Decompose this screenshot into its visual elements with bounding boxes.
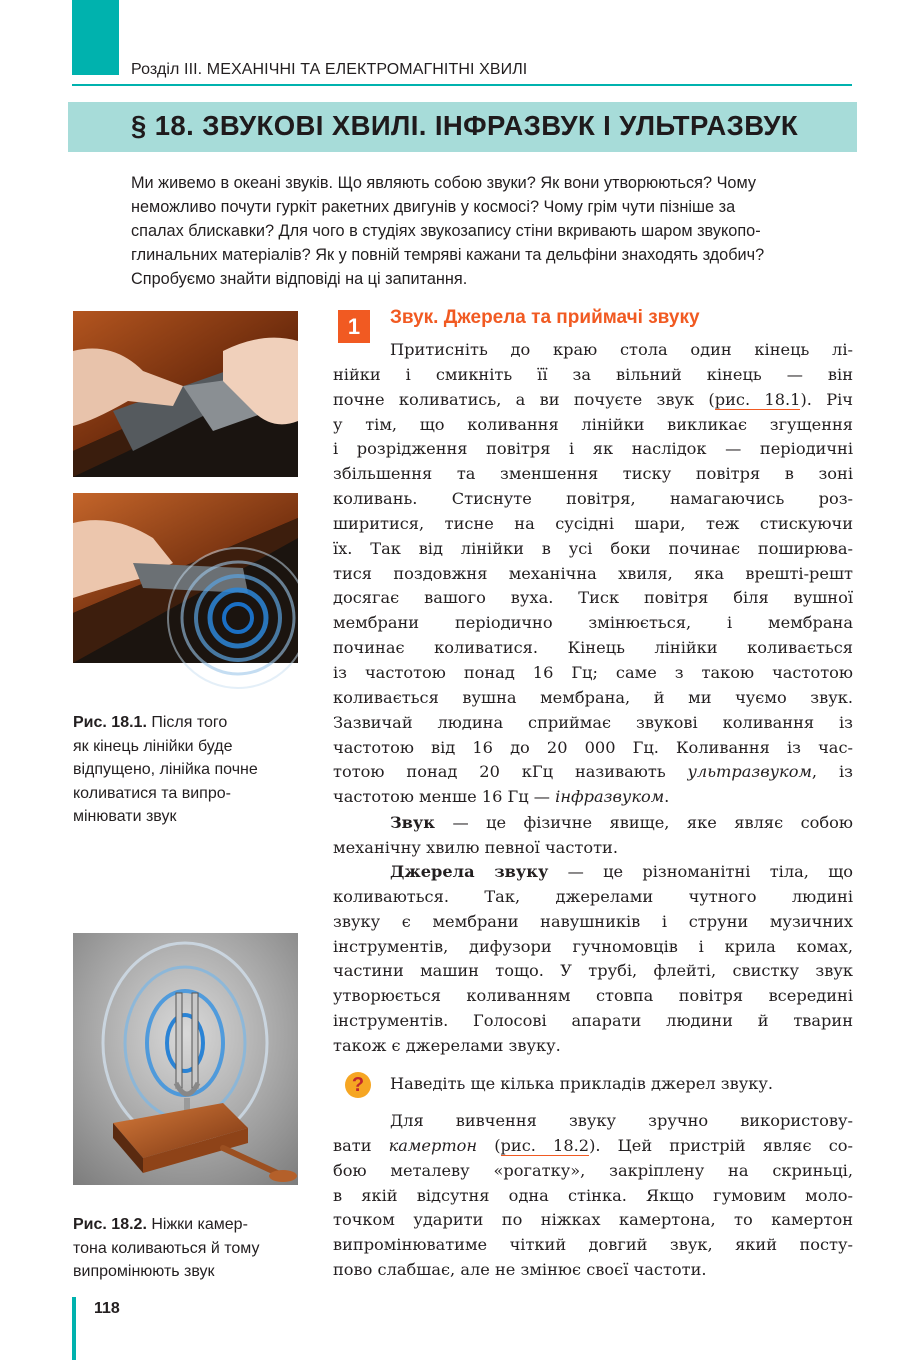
text-fragment: вати (333, 1135, 389, 1155)
intro-line: спалах блискавки? Для чого в студіях звукозапису стіни вкривають шаром звукопо- (131, 222, 761, 240)
page-number-bar (72, 1297, 76, 1360)
figure-18-2-caption (73, 1213, 259, 1284)
text-line: частини машин тощо. У трубі, флейті, свистку звук (333, 961, 853, 981)
text-line: коливань. Стиснуте повітря, намагаючись роз- (333, 489, 853, 509)
term-tuning-fork: камертон (388, 1135, 478, 1155)
page-number: 118 (94, 1300, 120, 1317)
text-fragment: — це різноманітні тіла, що (548, 862, 854, 881)
text-line: випромінюватиме чіткий довгий звук, який посту- (333, 1235, 853, 1255)
definition-sound (333, 811, 853, 861)
caption-line: мінювати звук (73, 808, 177, 825)
text-line: збільшення та зменшення тиску повітря в зоні (333, 464, 853, 484)
term-infrasound: інфразвуком (555, 787, 665, 807)
question-text: Наведіть ще кілька прикладів джерел звуку. (390, 1074, 774, 1093)
subsection-title: Звук. Джерела та приймачі звуку (390, 307, 700, 328)
text-line: в якій відсутня одна стінка. Якщо гумовим моло- (333, 1185, 853, 1205)
caption-line: відпущено, лінійка почне (73, 761, 258, 778)
term-ultrasound: ультразвуком (687, 762, 812, 782)
text-line: пово слабшає, але не змінює своєї частоти. (333, 1260, 707, 1280)
question-prompt (390, 1072, 860, 1097)
term-sound-sources: Джерела звуку (390, 862, 549, 881)
caption-text: Після того (146, 714, 228, 731)
text-line: точком ударити по ніжках камертона, то камертон (333, 1210, 853, 1230)
text-line: у тім, що коливання лінійки викликає згущення (333, 414, 853, 434)
ruler-photo-1 (73, 311, 298, 477)
text-line: коливається вушна мембрана, й ми чуємо звук. (333, 687, 853, 707)
section-title: § 18. ЗВУКОВІ ХВИЛІ. ІНФРАЗВУК І УЛЬТРАЗВУК (131, 110, 799, 141)
text-fragment: ). Річ (800, 389, 853, 409)
text-line: тися поздовжня механічна хвиля, яка врешті-решт (333, 563, 853, 583)
text-fragment: частотою менше 16 Гц — (333, 787, 556, 807)
text-fragment: ( (477, 1135, 501, 1155)
question-icon: ? (345, 1072, 371, 1098)
paragraph-tuning-fork (333, 1109, 853, 1283)
figure-reference-link[interactable]: рис. 18.2 (500, 1135, 590, 1155)
text-fragment: . (664, 787, 670, 807)
text-line: звуку є мембрани навушників і струни музичних (333, 911, 853, 931)
text-line: механічну хвилю певної частоти. (333, 837, 618, 857)
text-line: мембрани періодично змінюється, і мембрана (333, 613, 853, 633)
intro-line: Ми живемо в океані звуків. Що являють собою звуки? Як вони утворюються? Чому (131, 174, 756, 192)
caption-line: випромінюють звук (73, 1263, 215, 1280)
text-line: їх. Так від лінійки в усі боки починає поширюва- (333, 538, 853, 558)
text-line: із частотою понад 16 Гц; саме з такою частотою (333, 662, 853, 682)
intro-line: Спробуємо знайти відповіді на ці запитання. (131, 270, 468, 288)
caption-line: коливатися та випро- (73, 784, 231, 802)
chapter-divider (72, 84, 852, 86)
term-sound: Звук (390, 813, 435, 832)
chapter-title: Розділ III. МЕХАНІЧНІ ТА ЕЛЕКТРОМАГНІТНІ ХВИЛІ (131, 61, 528, 78)
tuning-fork-photo-image (73, 933, 298, 1185)
text-line: і розрідження повітря і як наслідок — періодичні (333, 439, 853, 459)
text-line: нійки і смикніть її за вільний кінець — він (333, 364, 853, 384)
text-fragment: — це фізичне явище, яке являє собою (434, 813, 853, 832)
caption-line: як кінець лінійки буде (73, 737, 233, 755)
text-line: Притисніть до краю стола один кінець лі- (390, 340, 853, 359)
text-fragment: почне коливатись, а ви почуєте звук ( (333, 389, 715, 409)
ruler-photo-1-image (73, 311, 298, 477)
text-line: бою металеву «рогатку», закріплену на скриньці, (333, 1160, 853, 1180)
text-line: частотою від 16 до 20 000 Гц. Коливання із час- (333, 737, 853, 757)
figure-reference-link[interactable]: рис. 18.1 (714, 389, 801, 409)
subsection-number-badge: 1 (338, 310, 370, 343)
intro-line: глинальних матеріалів? Як у повній темряві кажани та дельфіни знаходять здобич? (131, 246, 765, 264)
text-line: інструментів. Голосові апарати людини й тварин (333, 1011, 853, 1031)
text-fragment: ). Цей пристрій являє со- (589, 1135, 853, 1155)
text-line: також є джерелами звуку. (333, 1035, 561, 1055)
text-line: починає коливатися. Кінець лінійки коливається (333, 638, 853, 658)
figure-18-1-caption (73, 711, 258, 829)
ruler-photo-2-image (73, 493, 298, 697)
ruler-photo-2 (73, 493, 298, 697)
text-line: досягає вашого вуха. Тиск повітря біля вушної (333, 588, 853, 608)
text-fragment: тотою понад 20 кГц називають (333, 762, 688, 782)
caption-line: тона коливаються й тому (73, 1239, 260, 1257)
chapter-color-tab (72, 0, 119, 75)
caption-text: Ніжки камер- (146, 1216, 248, 1233)
figure-label: Рис. 18.1. (73, 714, 147, 731)
text-fragment: , із (811, 762, 853, 782)
tuning-fork-photo (73, 933, 298, 1185)
intro-paragraph (131, 171, 853, 291)
intro-line: неможливо почути гуркіт ракетних двигунів у космосі? Чому грім чути пізніше за (131, 198, 736, 216)
text-line: інструментів, дифузори гучномовців і крила комах, (333, 936, 853, 956)
text-line: утворюється коливанням стовпа повітря всередині (333, 986, 853, 1006)
paragraph-ruler (333, 338, 853, 810)
text-line: Для вивчення звуку зручно використову- (390, 1111, 853, 1130)
definition-sound-sources (333, 860, 853, 1059)
text-line: Зазвичай людина сприймає звукові коливання із (333, 712, 853, 732)
text-line: ширитися, тисне на сусідні шари, теж стискуючи (333, 513, 853, 533)
figure-label: Рис. 18.2. (73, 1216, 147, 1233)
text-line: коливаються. Так, джерелами чутного людині (333, 886, 853, 906)
